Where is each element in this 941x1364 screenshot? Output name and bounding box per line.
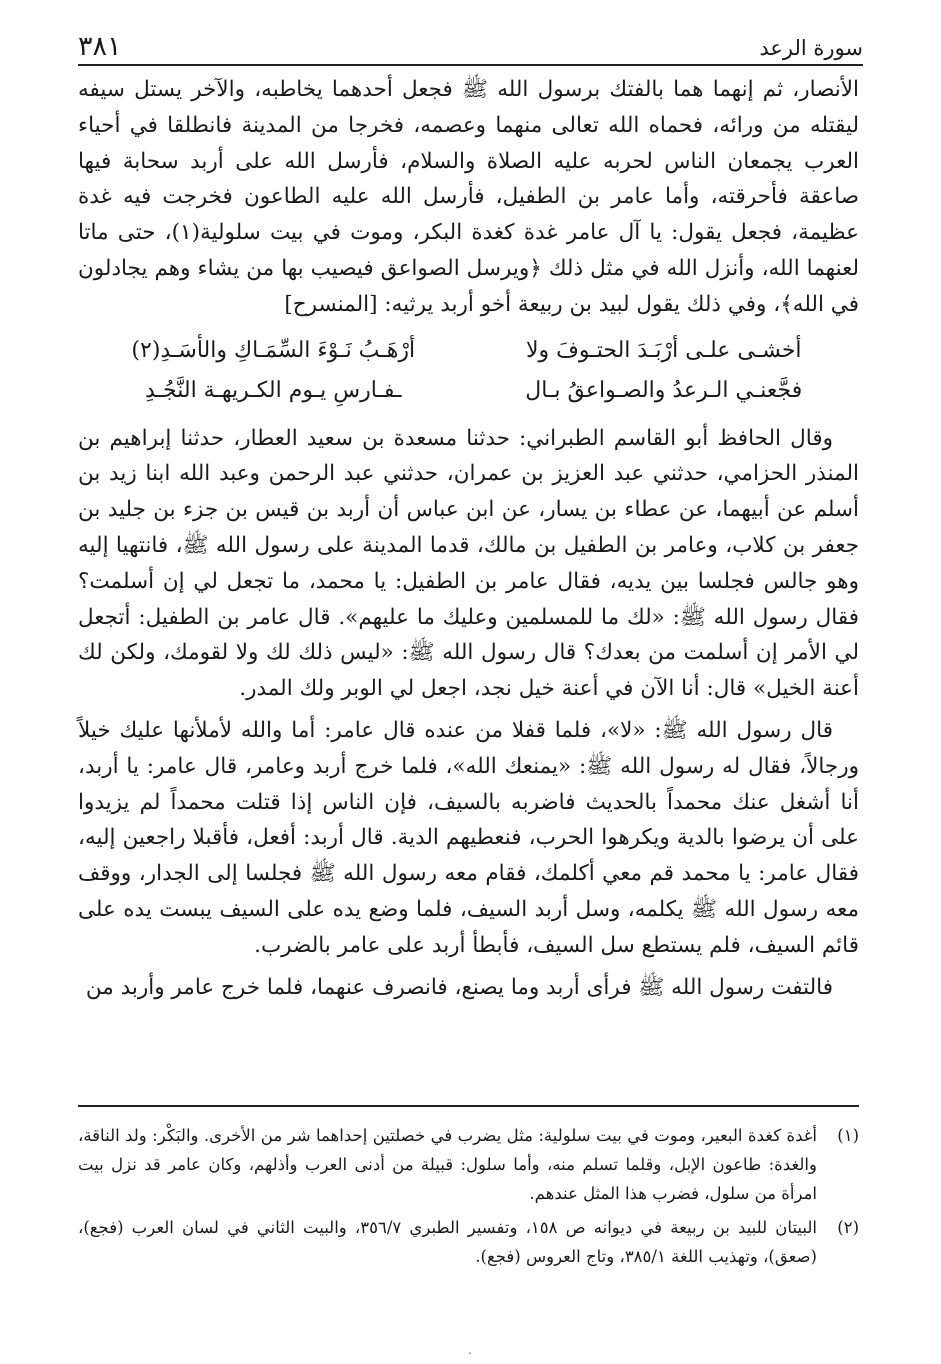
verse-1-first-hemistich: أخشـى علـى أرْبَـدَ الحتـوفَ ولا (525, 337, 802, 363)
paragraph-2: وقال الحافظ أبو القاسم الطبراني: حدثنا مسعدة بن سعيد العطار، حدثنا إبراهيم بن المنذر الحزامي، حدثني عبد العزيز بن عمران، حدثني عبد الرحمن وعبد الله ابنا زيد بن أسلم عن أبيهما، عن عطاء بن يسار، عن ابن عباس أن أربد بن قيس بن جزء بن جليد بن جعفر بن كلاب، وعامر بن الطفيل بن مالك، قدما المدينة على رسول الله ﷺ، فانتهيا إليه وهو جالس فجلسا بين يديه، فقال عامر بن الطفيل: يا محمد، ما تجعل لي إن أسلمت؟ فقال رسول الله ﷺ: «لك ما للمسلمين وعليك ما عليهم». قال عامر بن الطفيل: أتجعل لي الأمر إن أسلمت من بعدك؟ قال رسول الله ﷺ: «ليس ذلك لك ولا لقومك، ولكن لك أعنة الخيل» قال: أنا الآن في أعنة خيل نجد، اجعل لي الوبر ولك المدر. (78, 425, 859, 702)
footnote-1 (78, 1121, 859, 1209)
page-number: ٣٨١ (78, 31, 122, 62)
paragraph-3: قال رسول الله ﷺ: «لا»، فلما قفلا من عنده قال عامر: أما والله لأملأنها عليك خيلاً ورجالاً، فقال له رسول الله ﷺ: «يمنعك الله»، فلما خرج أربد وعامر، قال عامر: يا أربد، أنا أشغل عنك محمداً بالحديث فاضربه بالسيف، فإن الناس إذا قتلت محمداً لم يزيدوا على أن يرضوا بالدية ويكرهوا الحرب، فنعطيهم الدية. قال أربد: أفعل، فأقبلا راجعين إليه، فقال عامر: يا محمد قم معي أكلمك، فقام معه رسول الله ﷺ فجلسا إلى الجدار، ووقف معه رسول الله ﷺ يكلمه، وسل أربد السيف، فلما وضع يده على السيف يبست يده على قائم السيف، فلم يستطع سل السيف، فأبطأ أربد على عامر بالضرب. (78, 717, 859, 958)
verse-1-second-hemistich: أرْهَـبُ نَـوْءَ السِّمَـاكِ والأسَـدِ(٢) (131, 337, 416, 363)
footnote-2-text: البيتان للبيد بن ربيعة في ديوانه ص ١٥٨، وتفسير الطبري ٣٥٦/٧، والبيت الثاني في لسان العرب (فجع)، (صعق)، وتهذيب اللغة ٣٨٥/١، وتاج العروس (فجع). (78, 1217, 817, 1266)
footnote-1-text: أغدة كغدة البعير، وموت في بيت سلولية: مثل يضرب في خصلتين إحداهما شر من الأخرى. والبَكْر: ولد الناقة، والغدة: طاعون الإبل، وقلما تسلم منه، وأما سلول: قبيلة من أدنى العرب وأذلهم، وكان عامر قد نزل بيت امرأة من سلول، فضرب هذا المثل عندهم. (78, 1126, 817, 1204)
footer-mark: . (468, 1343, 472, 1357)
poem-verses (78, 331, 859, 411)
footnote-2-number: (٢) (837, 1217, 859, 1237)
verse-2-first-hemistich: فجَّعنـي الـرعدُ والصـواعقُ بـال (525, 377, 803, 403)
verse-line-1 (78, 331, 859, 371)
page-header (78, 26, 863, 66)
footnote-2 (78, 1213, 859, 1271)
main-text (78, 72, 859, 1005)
verse-2-second-hemistich: ـفـارسِ يـوم الكـريهـة النَّجُـدِ (145, 377, 402, 403)
paragraph-1: الأنصار، ثم إنهما هما بالفتك برسول الله ﷺ فجعل أحدهما يخاطبه، والآخر يستل سيفه ليقتله من ورائه، فحماه الله تعالى منهما وعصمه، فخرجا من المدينة فانطلقا في أحياء العرب يجمعان الناس لحربه عليه الصلاة والسلام، فأرسل الله على أربد سحابة فيها صاعقة فأحرقته، وأما عامر بن الطفيل، فأرسل الله عليه الطاعون فخرجت فيه غدة عظيمة، فجعل يقول: يا آل عامر غدة كغدة البكر، وموت في بيت سلولية(١)، حتى ماتا لعنهما الله، وأنزل الله في مثل ذلك ﴿ويرسل الصواعق فيصيب بها من يشاء وهم يجادلون في الله﴾، وفي ذلك يقول لبيد بن ربيعة أخو أربد يرثيه: [المنسرح] (78, 77, 860, 317)
surah-title: سورة الرعد (759, 36, 863, 60)
paragraph-4: فالتفت رسول الله ﷺ فرأى أربد وما يصنع، فانصرف عنهما، فلما خرج عامر وأربد من (85, 974, 833, 1000)
footnote-1-number: (١) (837, 1126, 859, 1145)
footnotes (78, 1105, 859, 1275)
verse-line-2 (78, 371, 859, 411)
